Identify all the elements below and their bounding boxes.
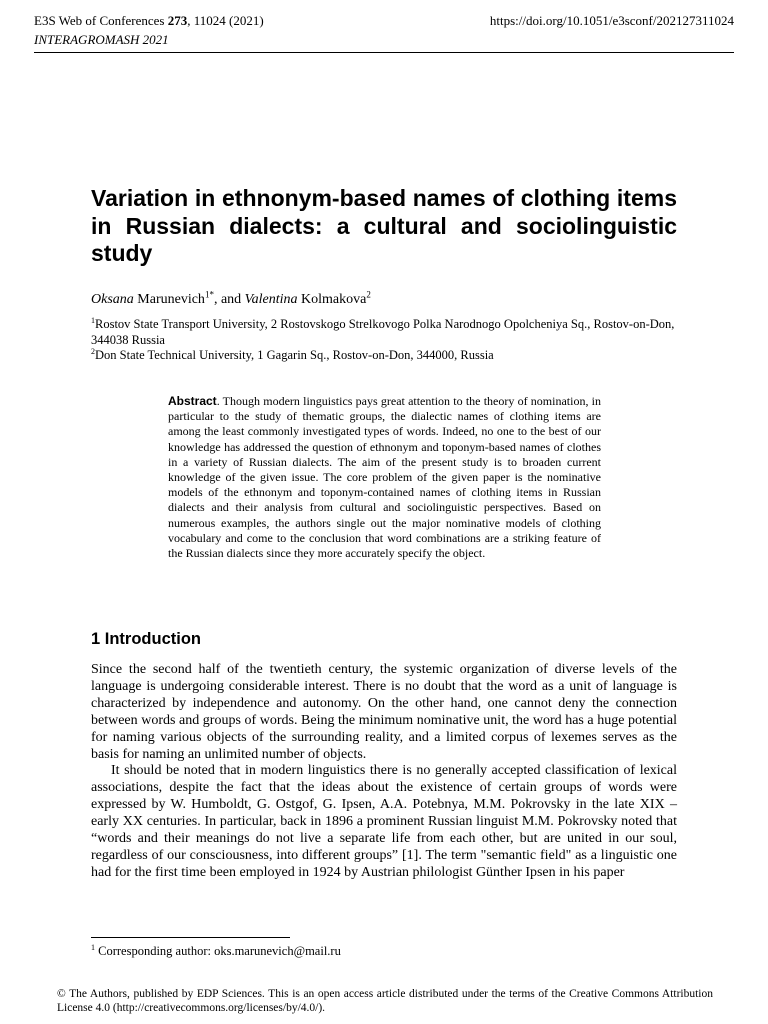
abstract-label: Abstract — [168, 394, 217, 408]
author-separator: , and — [213, 292, 245, 307]
author-1-given-name: Oksana — [91, 292, 134, 307]
paragraph-1: Since the second half of the twentieth century, the systemic organization of diverse levels of the language is undergoing considerable interest. There is no doubt that the word as a unit of language is characterized by independence and autonomy. On the other hand, one cannot deny the connection between words and groups of words. Being the minimum nominative unit, the word has a huge potential for naming various objects of the surrounding reality, and a limited corpus of lexemes serves as the basis for naming an unlimited number of objects. — [91, 662, 677, 762]
author-list — [91, 291, 371, 309]
author-2-family-name: Kolmakova — [297, 292, 367, 307]
affiliation-1 — [91, 317, 677, 348]
abstract — [168, 394, 601, 561]
affiliations — [91, 317, 677, 364]
doi-link[interactable]: https://doi.org/10.1051/e3sconf/202127311024 — [489, 13, 734, 28]
license-notice: © The Authors, published by EDP Sciences. This is an open access article distributed under the terms of the Creative Commons Attribution License 4.0 (http://creativecommons.org/licenses/by/4.0/). — [57, 988, 713, 1014]
conference-name: INTERAGROMASH 2021 — [34, 32, 169, 47]
affiliation-1-text: Rostov State Transport University, 2 Rostovskogo Strelkovogo Polka Narodnogo Opolcheniya Sq., Rostov-on-Don, 344038 Russia — [91, 317, 675, 347]
section-heading-introduction: 1 Introduction — [91, 630, 201, 648]
author-1-family-name: Marunevich — [133, 292, 205, 307]
journal-name: E3S Web of Conferences — [34, 13, 165, 28]
journal-volume: 273 — [167, 13, 188, 28]
affiliation-2-text: Don State Technical University, 1 Gagarin Sq., Rostov-on-Don, 344000, Russia — [95, 348, 494, 362]
footnote-mark: 1 — [91, 942, 95, 952]
footnote-rule — [91, 937, 290, 938]
author-2-given-name: Valentina — [244, 292, 298, 307]
affiliation-2 — [91, 348, 677, 364]
abstract-text: . Though modern linguistics pays great attention to the theory of nomination, in particular to the study of thematic groups, the dialectic names of clothing items are among the least commonly investigated types of words. Indeed, no one to the best of our knowledge has addressed the question of ethnonym and toponym-based names of clothes in a variety of Russian dialects. The aim of the present study is to broaden current knowledge of the given issue. The core problem of the given paper is the nominative models of the ethnonym and toponym-contained names of clothing items in Russian dialects and their analysis from cultural and sociolinguistic perspectives. Based on numerous examples, the authors single out the major nominative models of clothing vocabulary and come to the conclusion that word combinations are a striking feature of the Russian dialects since they more accurately specify the object. — [168, 394, 601, 561]
author-2-affiliation-mark: 2 — [366, 289, 371, 300]
affiliation-2-mark: 2 — [91, 346, 95, 356]
footnote — [91, 944, 341, 959]
running-header — [34, 11, 264, 49]
header-rule — [34, 52, 734, 53]
footnote-text: Corresponding author: oks.marunevich@mail.ru — [95, 944, 341, 958]
author-1-affiliation-mark: 1* — [204, 289, 214, 300]
paragraph-2: It should be noted that in modern linguistics there is no generally accepted classification of lexical associations, despite the fact that the ideas about the existence of certain groups of words were expressed by W. Humboldt, G. Ostgof, G. Ipsen, A.A. Potebnya, M.M. Pokrovsky in the late XIX – early XX centuries. In particular, back in 1896 a prominent Russian linguist M.M. Pokrovsky noted that “words and their meanings do not live a separate life from each other, but are united in our soul, regardless of our consciousness, into different groups” [1]. The term "semantic field" as a linguistic one had for the first time been employed in 1924 by Austrian philologist Günther Ipsen in his paper — [91, 763, 677, 880]
affiliation-1-mark: 1 — [91, 315, 95, 325]
article-info: , 11024 (2021) — [187, 13, 264, 28]
paper-title: Variation in ethnonym-based names of clothing items in Russian dialects: a cultural and sociolinguistic study — [91, 185, 677, 266]
body-text — [91, 662, 677, 882]
